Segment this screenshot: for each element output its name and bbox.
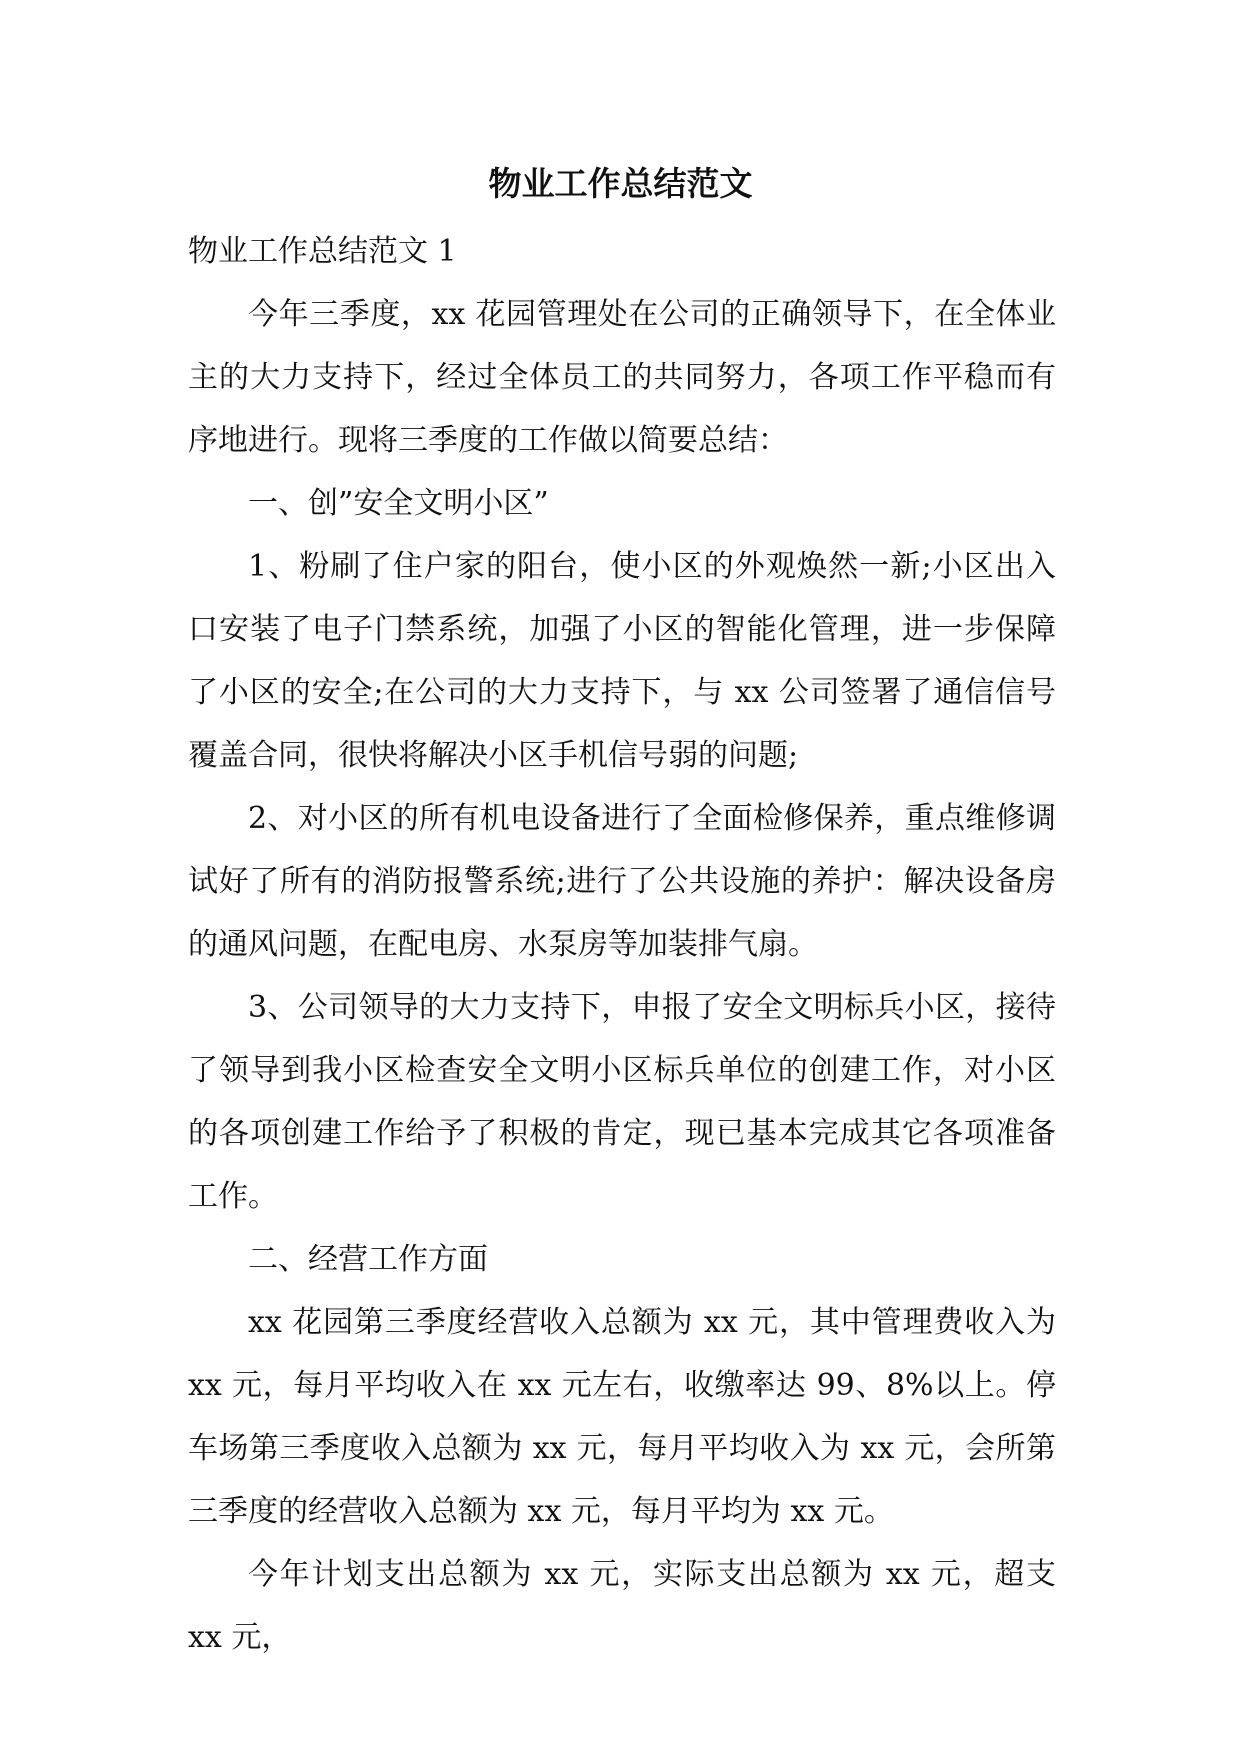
paragraph-item-2: 2、对小区的所有机电设备进行了全面检修保养，重点维修调试好了所有的消防报警系统;进行了公共设施的养护：解决设备房的通风问题，在配电房、水泵房等加装排气扇。 bbox=[188, 801, 1056, 962]
paragraph-income: xx 花园第三季度经营收入总额为 xx 元，其中管理费收入为 xx 元，每月平均收入在 xx 元左右，收缴率达 99、8%以上。停车场第三季度收入总额为 xx 元，每月平均收入为 xx 元，会所第三季度的经营收入总额为 xx 元，每月平均为 xx 元。 bbox=[188, 1305, 1056, 1529]
paragraph-intro: 今年三季度，xx 花园管理处在公司的正确领导下，在全体业主的大力支持下，经过全体员工的共同努力，各项工作平稳而有序地进行。现将三季度的工作做以简要总结： bbox=[188, 297, 1056, 458]
document-body bbox=[188, 220, 1056, 1669]
section-subtitle: 物业工作总结范文 1 bbox=[188, 234, 457, 269]
document-title: 物业工作总结范文 bbox=[488, 164, 753, 203]
paragraph-item-3: 3、公司领导的大力支持下，申报了安全文明标兵小区，接待了领导到我小区检查安全文明小区标兵单位的创建工作，对小区的各项创建工作给予了积极的肯定，现已基本完成其它各项准备工作。 bbox=[188, 990, 1056, 1214]
paragraph-expenses: 今年计划支出总额为 xx 元，实际支出总额为 xx 元，超支 xx 元， bbox=[188, 1557, 1056, 1655]
paragraph-item-1: 1、粉刷了住户家的阳台，使小区的外观焕然一新;小区出入口安装了电子门禁系统，加强了小区的智能化管理，进一步保障了小区的安全;在公司的大力支持下，与 xx 公司签署了通信信号覆盖合同，很快将解决小区手机信号弱的问题; bbox=[188, 549, 1056, 773]
section-heading-safety: 一、创”安全文明小区” bbox=[248, 486, 549, 521]
section-heading-operations: 二、经营工作方面 bbox=[248, 1242, 488, 1277]
